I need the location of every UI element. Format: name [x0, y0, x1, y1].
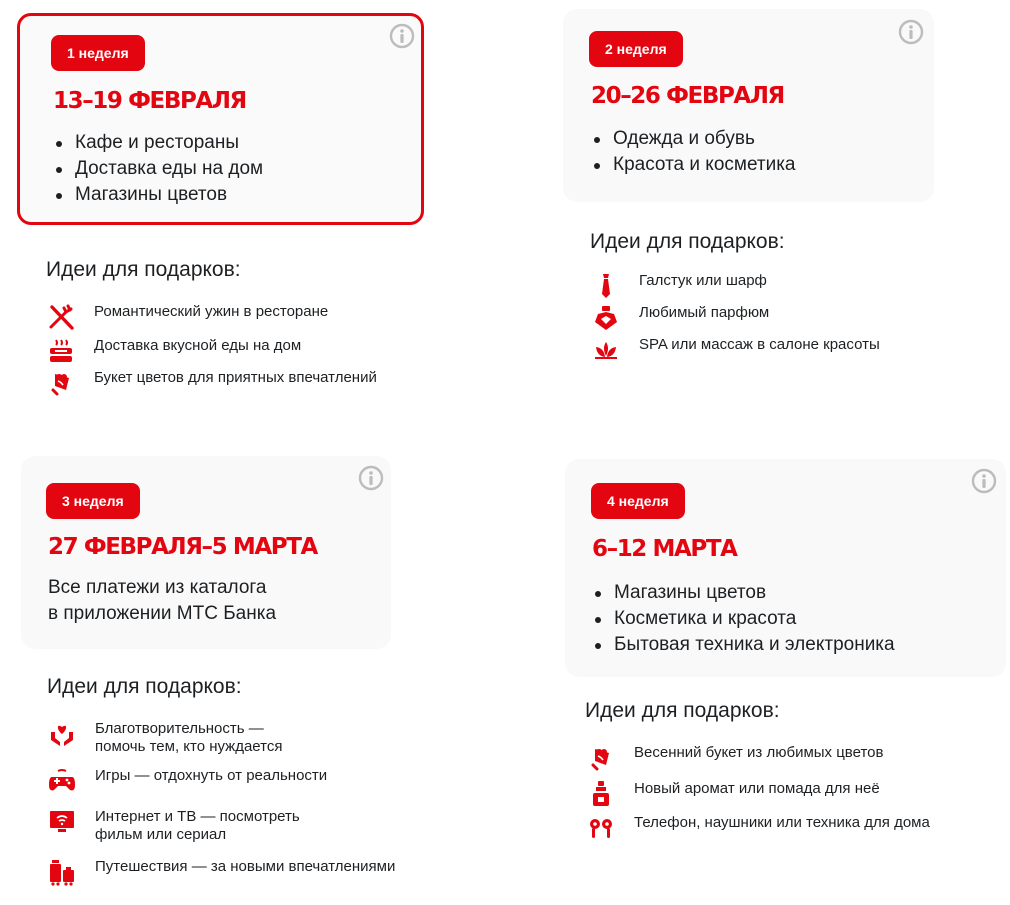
week-badge: 1 неделя	[51, 35, 145, 71]
luggage-icon	[48, 858, 76, 886]
lipstick-perfume-icon	[587, 780, 615, 808]
info-icon[interactable]	[358, 465, 384, 491]
idea-item	[592, 304, 769, 332]
idea-text: Телефон, наушники или техника для дома	[634, 814, 930, 831]
info-icon[interactable]	[389, 23, 415, 49]
idea-item	[47, 337, 301, 365]
week-badge: 4 неделя	[591, 483, 685, 519]
category-item: Красота и косметика	[591, 152, 796, 178]
idea-item	[587, 780, 880, 808]
idea-item	[47, 303, 328, 331]
category-list	[592, 580, 895, 658]
lotus-icon	[592, 336, 620, 364]
week-badge: 3 неделя	[46, 483, 140, 519]
idea-item	[592, 336, 880, 364]
category-item: Доставка еды на дом	[53, 156, 263, 182]
idea-item	[48, 808, 300, 844]
fork-knife-icon	[47, 303, 75, 331]
flower-bouquet-icon	[587, 744, 615, 772]
idea-text: Любимый парфюм	[639, 304, 770, 321]
week-description: Все платежи из каталога в приложении МТС Банка	[48, 577, 277, 624]
idea-item	[48, 767, 327, 795]
idea-item	[48, 858, 395, 886]
week-dates: 6–12 МАРТА	[592, 536, 737, 562]
ideas-title: Идеи для подарков:	[590, 230, 785, 253]
idea-text: Весенний букет из любимых цветов	[634, 744, 884, 761]
idea-text: Галстук или шарф	[639, 272, 767, 289]
ideas-title: Идеи для подарков:	[46, 258, 241, 281]
week-card-3[interactable]	[21, 456, 391, 649]
idea-text: Игры — отдохнуть от реальности	[95, 767, 328, 784]
category-list	[591, 126, 796, 178]
week-dates: 27 ФЕВРАЛЯ–5 МАРТА	[48, 534, 317, 560]
idea-item	[47, 369, 377, 397]
idea-text: Благотворительность — помочь тем, кто нуждается	[95, 720, 283, 755]
perfume-icon	[592, 304, 620, 332]
info-icon[interactable]	[971, 468, 997, 494]
earbuds-icon	[587, 814, 615, 842]
week-card-4[interactable]	[565, 459, 1006, 677]
category-item: Бытовая техника и электроника	[592, 632, 895, 658]
idea-item	[587, 744, 883, 772]
category-item: Одежда и обувь	[591, 126, 796, 152]
category-item: Косметика и красота	[592, 606, 895, 632]
tv-wifi-icon	[48, 808, 76, 836]
idea-text: Доставка вкусной еды на дом	[94, 337, 302, 354]
week-card-2[interactable]	[563, 9, 934, 202]
idea-text: Романтический ужин в ресторане	[94, 303, 329, 320]
heart-hands-icon	[48, 720, 76, 748]
category-item: Кафе и рестораны	[53, 130, 263, 156]
idea-text: Новый аромат или помада для неё	[634, 780, 880, 797]
idea-item	[587, 814, 930, 842]
necktie-icon	[592, 272, 620, 300]
week-badge: 2 неделя	[589, 31, 683, 67]
idea-text: SPA или массаж в салоне красоты	[639, 336, 880, 353]
week-dates: 13–19 ФЕВРАЛЯ	[53, 88, 246, 114]
idea-item	[592, 272, 767, 300]
idea-text: Путешествия — за новыми впечатлениями	[95, 858, 396, 875]
ideas-title: Идеи для подарков:	[585, 699, 780, 722]
category-item: Магазины цветов	[53, 182, 263, 208]
week-card-1[interactable]	[17, 13, 424, 225]
flower-bouquet-icon	[47, 369, 75, 397]
category-list	[53, 130, 263, 208]
gamepad-icon	[48, 767, 76, 795]
ideas-title: Идеи для подарков:	[47, 675, 242, 698]
category-item: Магазины цветов	[592, 580, 895, 606]
week-dates: 20–26 ФЕВРАЛЯ	[591, 83, 784, 109]
food-delivery-icon	[47, 337, 75, 365]
idea-text: Букет цветов для приятных впечатлений	[94, 369, 377, 386]
info-icon[interactable]	[898, 19, 924, 45]
idea-text: Интернет и ТВ — посмотреть фильм или сериал	[95, 808, 300, 843]
idea-item	[48, 720, 282, 756]
